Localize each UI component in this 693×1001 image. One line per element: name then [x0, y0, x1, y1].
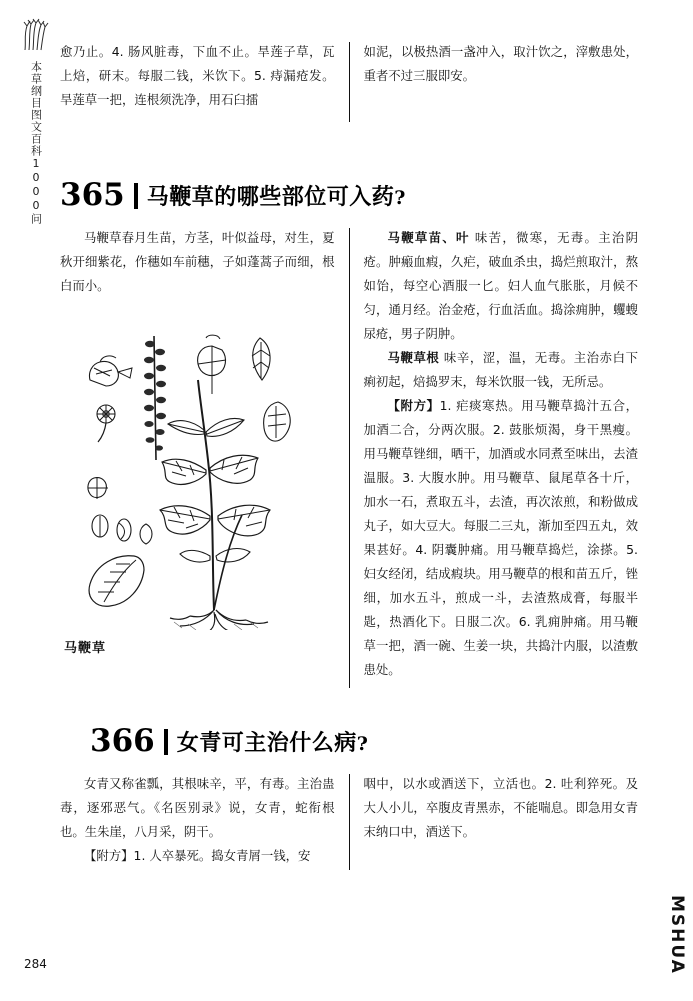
section-366-body: [60, 772, 638, 872]
section-366-heading: [90, 724, 638, 758]
book-spine: [18, 18, 54, 238]
page-number: 284: [24, 957, 47, 971]
top-section: [60, 40, 638, 124]
section-366-title: [177, 730, 369, 758]
figure-illustration: [64, 310, 326, 630]
section-365-body: [60, 226, 638, 690]
top-left-text: 愈乃止。4. 肠风脏毒，下血不止。旱莲子草，瓦上焙，研末。每服二钱，米饮下。5. 痔漏疮发。旱莲草一把，连根须洗净，用石臼擂: [60, 44, 335, 107]
section-365-text-2: 味辛，涩，温，无毒。主治赤白下痢初起，焙捣罗末，每米饮服一钱，无所忌。: [363, 350, 638, 389]
section-365-title: [147, 184, 406, 212]
term-miao-ye: 马鞭草苗、叶: [387, 230, 470, 245]
section-365-heading: [60, 178, 638, 212]
section-365-title-text: 马鞭草的哪些部位可入药: [146, 185, 395, 210]
spine-title: 本草纲目图文百科1000问: [29, 61, 43, 225]
page-content: [60, 40, 638, 872]
figure-caption: 马鞭草: [64, 641, 107, 656]
section-365-text-3: 1. 疟痰寒热。用马鞭草捣汁五合，加酒二合，分两次服。2. 鼓胀烦渴，身干黑瘦。用马鞭草锉细，晒干，加酒或水同煮至味出，去渣温服。3. 大腹水肿。用马鞭草、鼠尾草各十斤，加水一石，煮取五斗，去渣，再次浓煎，和粉做成丸子，如大豆大。每服二三丸，渐加至四五丸，效果甚好。4. 阴囊肿痛。用马鞭草捣烂，涂搽。5. 妇女经闭，结成瘕块。用马鞭草的根和苗五斤，锉细，加水五斗，煎成一斗，去渣熬成膏，每服半匙，热酒化下。日服二次。6. 乳痈肿痛。用马鞭草一把，酒一碗、生姜一块，共捣汁内服，以渣敷患处。: [363, 398, 639, 677]
section-366-qmark: ?: [356, 733, 369, 755]
section-366-para-2: 【附方】1. 人卒暴死。捣女青屑一钱，安: [84, 848, 311, 863]
section-heading-bar-366: [164, 729, 168, 755]
section-365-para-2: [364, 346, 639, 394]
section-365-right-column: [350, 226, 639, 690]
section-366: [60, 724, 638, 872]
section-366-title-text: 女青可主治什么病: [176, 731, 357, 756]
section-365-para-3: [364, 394, 639, 682]
section-366-left-column: [60, 772, 349, 872]
top-right-column: [350, 40, 639, 124]
section-365-number: 365: [60, 177, 125, 213]
top-left-column: [60, 40, 349, 124]
term-fufang: 【附方】: [387, 398, 440, 413]
figure-mabiancao: [64, 310, 326, 661]
section-heading-bar: [134, 183, 138, 209]
section-365-left-column: [60, 226, 349, 690]
section-365-qmark: ?: [394, 187, 406, 209]
section-366-right-column: [350, 772, 639, 872]
top-right-text: 如泥，以极热酒一盏冲入，取汁饮之，滓敷患处，重者不过三服即安。: [363, 44, 638, 83]
section-366-number: 366: [90, 723, 155, 759]
term-gen: 马鞭草根: [387, 350, 440, 365]
section-365: [60, 178, 638, 690]
side-tag: MSHUA: [667, 895, 687, 975]
section-366-right-text: 咽中，以水或酒送下，立活也。2. 吐利猝死。及大人小儿，卒腹皮青黑赤，不能喘息。即急用女青末纳口中，酒送下。: [363, 776, 638, 839]
section-366-para-1: 女青又称雀瓢，其根味辛，平，有毒。主治蛊毒，逐邪恶气。《名医别录》说，女青，蛇衔根也。生朱崖，八月采，阴干。: [60, 776, 335, 839]
spine-emblem-icon: [21, 18, 51, 52]
section-365-intro: 马鞭草春月生苗，方茎，叶似益母，对生，夏秋开细紫花，作穗如车前穗，子如蓬蒿子而细，根白而小。: [60, 230, 335, 293]
section-365-text-1: 味苦，微寒，无毒。主治阴疮。肿瘢血瘕，久疟，破血杀虫，捣烂煎取汁，熬如饴，每空心酒服一匕。妇人血气胀胀，月候不匀，通月经。治金疮，行血活血。捣涂痈肿，蠼螋尿疮，男子阴肿。: [363, 230, 638, 341]
botanical-illustration-svg: [64, 310, 326, 630]
section-365-para-1: [364, 226, 639, 346]
